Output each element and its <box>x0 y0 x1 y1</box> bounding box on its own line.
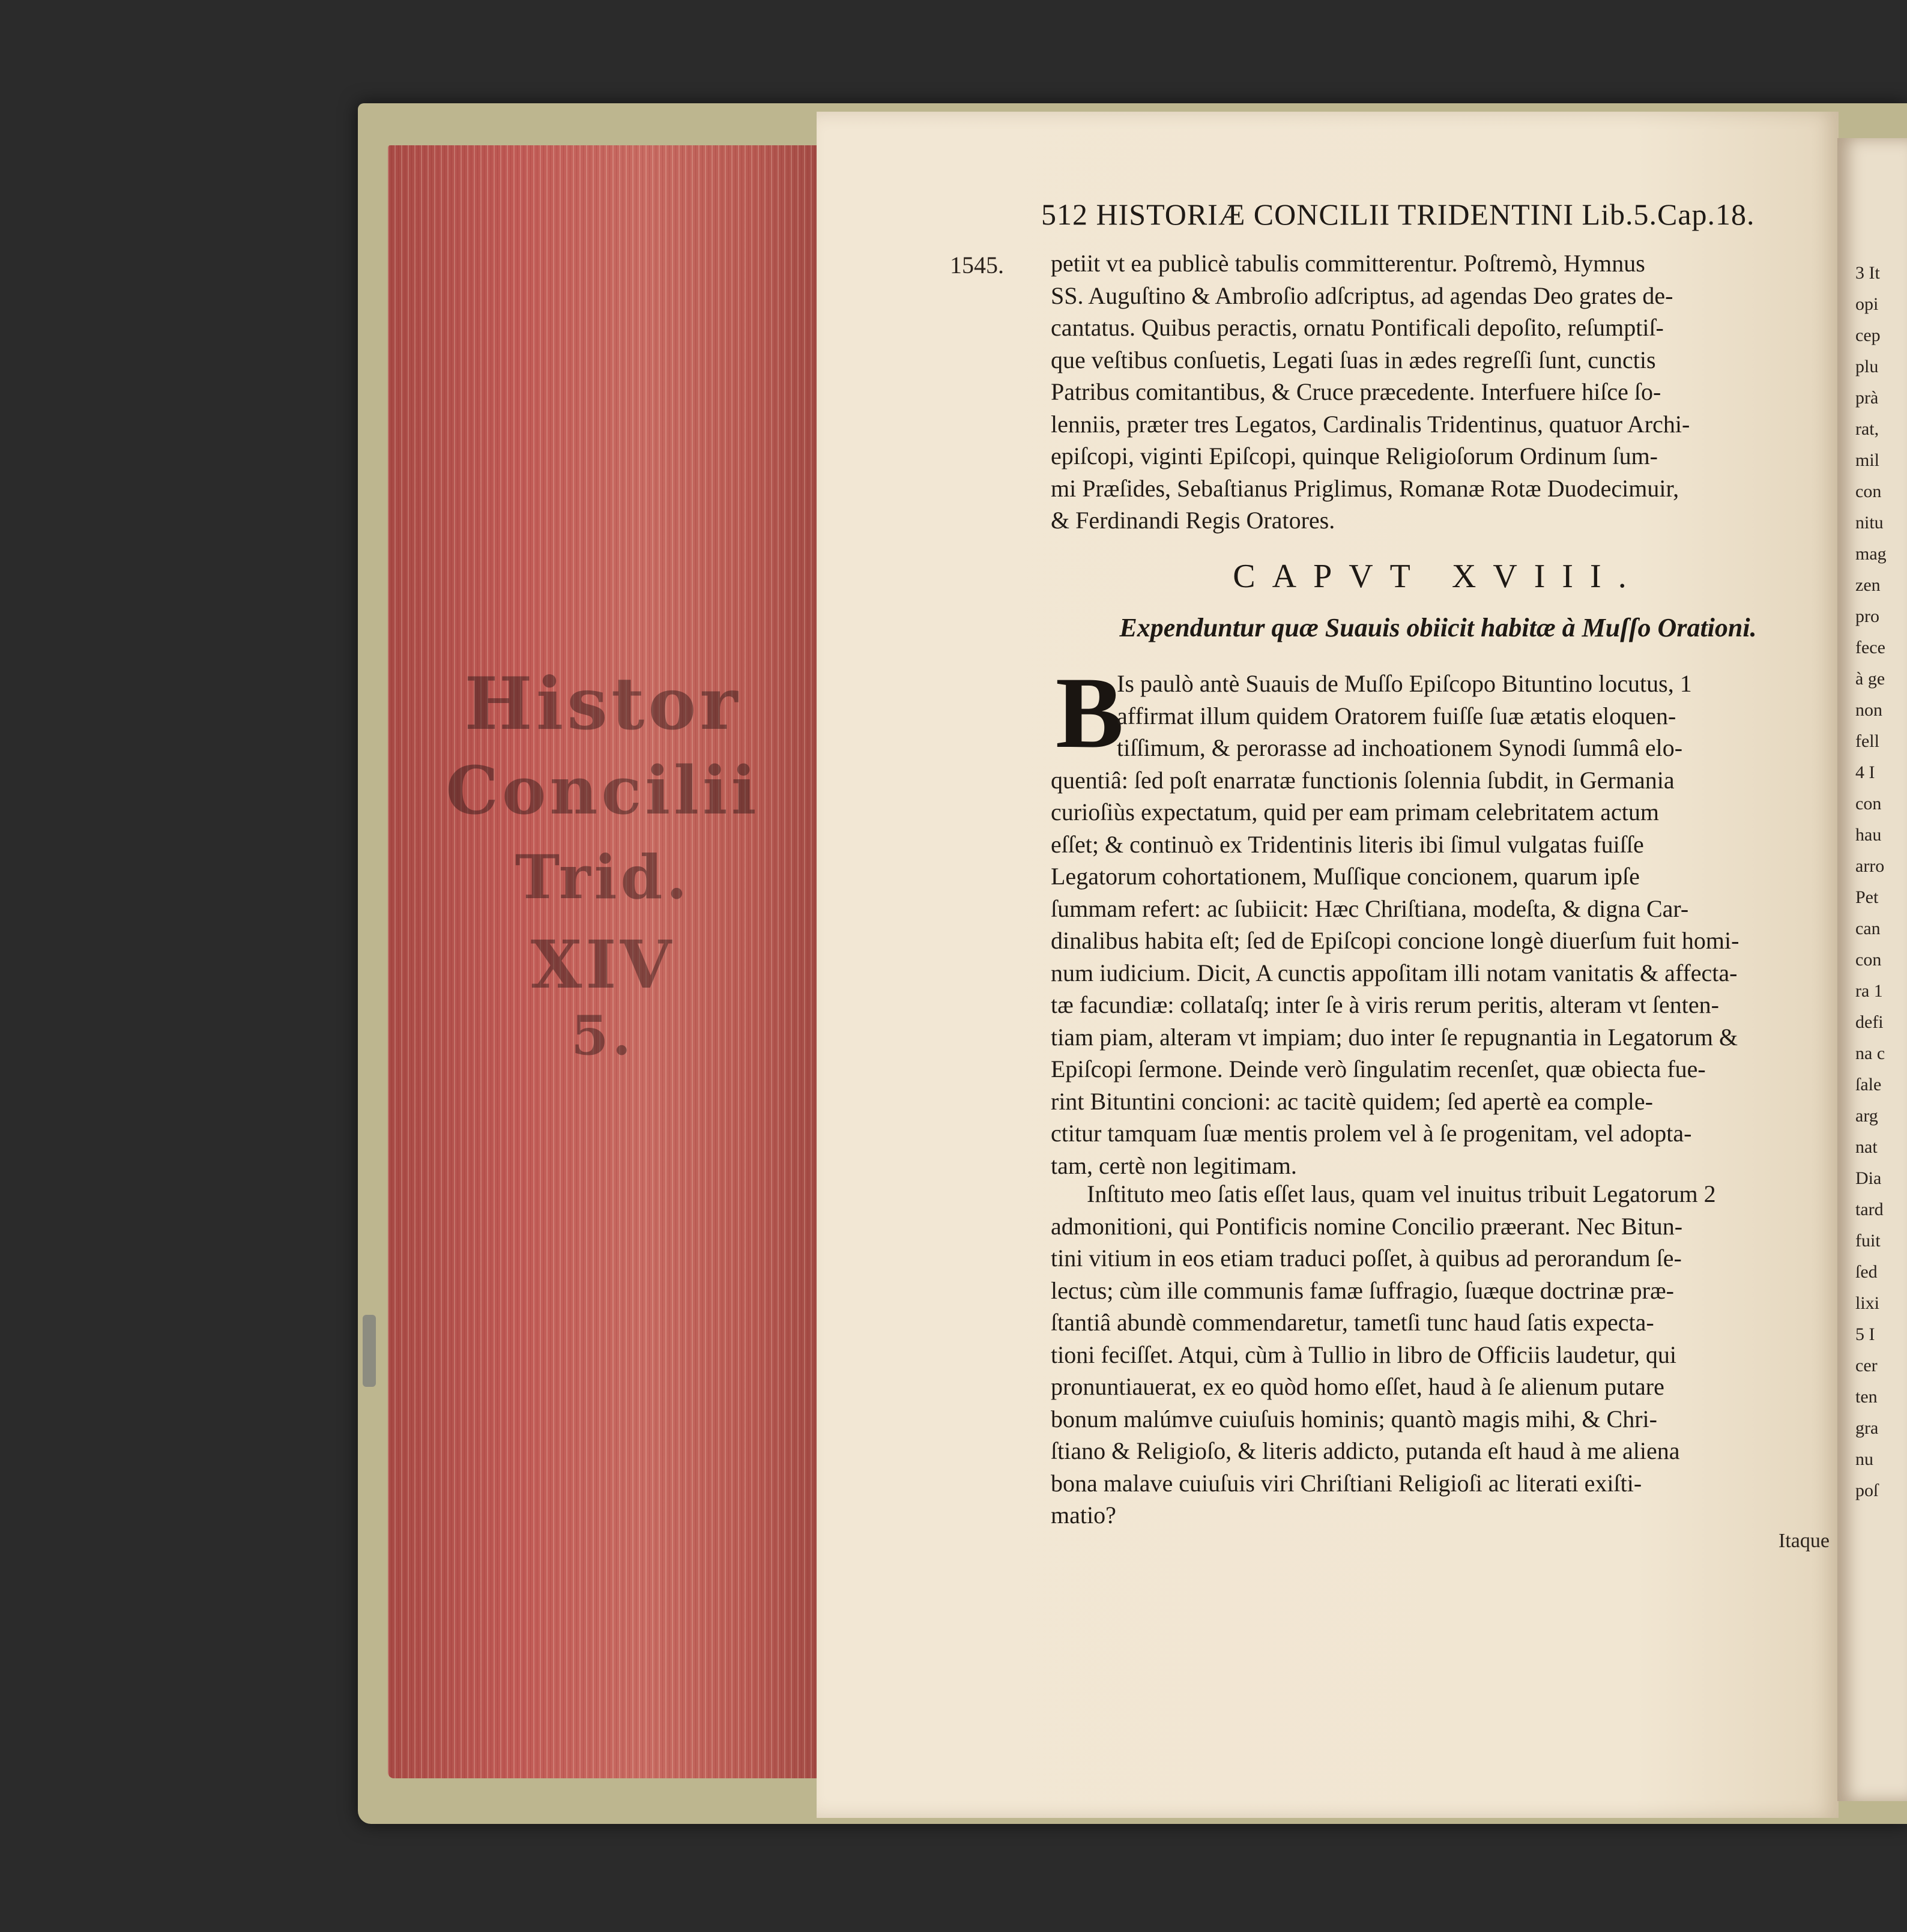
facing-page-fragment: fece <box>1855 638 1885 657</box>
facing-page-fragment: Dia <box>1855 1168 1882 1188</box>
text-line: num iudicium. Dicit, A cunctis appoſitam illi notam vanitatis & affecta- <box>1051 959 1738 986</box>
text-line: & Ferdinandi Regis Oratores. <box>1051 507 1335 534</box>
facing-page-fragment: pro <box>1855 606 1879 626</box>
text-line: tiam piam, alteram vt impiam; duo inter ſe repugnantia in Legatorum & <box>1051 1023 1738 1051</box>
facing-page-fragment: nu <box>1855 1449 1873 1469</box>
facing-page-fragment: à ge <box>1855 669 1885 689</box>
text-line: ſummam refert: ac ſubiicit: Hæc Chriſtiana, modeſta, & digna Car- <box>1051 895 1689 922</box>
text-line: admonitioni, qui Pontificis nomine Concilio præerant. Nec Bitun- <box>1051 1212 1683 1240</box>
facing-page-fragment: 5 I <box>1855 1324 1875 1344</box>
text-line: Legatorum cohortationem, Muſſique concionem, quarum ipſe <box>1051 863 1640 890</box>
catchword: Itaque <box>1779 1530 1830 1552</box>
text-line: Patribus comitantibus, & Cruce præcedente. Interfuere hiſce ſo- <box>1051 378 1661 405</box>
facing-page-fragment: nat <box>1855 1137 1878 1157</box>
text-line: epiſcopi, viginti Epiſcopi, quinque Religioſorum Ordinum ſum- <box>1051 442 1658 469</box>
drop-cap: B <box>1056 656 1124 769</box>
text-line: lenniis, præter tres Legatos, Cardinalis Tridentinus, quatuor Archi- <box>1051 410 1690 438</box>
facing-page-fragment: zen <box>1855 575 1881 595</box>
facing-page-fragment: cer <box>1855 1356 1878 1375</box>
facing-page-fragment: fuit <box>1855 1231 1881 1251</box>
facing-page-fragment: na c <box>1855 1043 1885 1063</box>
text-line: curioſiùs expectatum, quid per eam primam celebritatem actum <box>1051 798 1659 826</box>
text-line: matio? <box>1051 1502 1116 1529</box>
facing-page-fragment: lixi <box>1855 1293 1880 1313</box>
text-line: ſtiano & Religioſo, & literis addicto, putanda eſt haud à me aliena <box>1051 1437 1680 1464</box>
text-line: ſtantiâ abundè commendaretur, tametſi tunc haud ſatis expecta- <box>1051 1309 1654 1336</box>
text-line: cantatus. Quibus peractis, ornatu Pontificali depoſito, reſumptiſ- <box>1051 314 1664 341</box>
facing-page-fragment: mil <box>1855 450 1880 470</box>
facing-page-edge <box>1837 138 1907 1801</box>
text-line: ctitur tamquam ſuæ mentis prolem vel à ſe progenitam, vel adopta- <box>1051 1120 1692 1147</box>
facing-page-fragment: poſ <box>1855 1481 1879 1500</box>
facing-page-fragment: Pet <box>1855 887 1879 907</box>
text-line: bona malave cuiuſuis viri Chriſtiani Religioſi ac literati exiſti- <box>1051 1469 1642 1497</box>
text-line: tæ facundiæ: collataſq; inter ſe à viris rerum peritis, alteram vt ſenten- <box>1051 991 1719 1018</box>
text-line: petiit vt ea publicè tabulis committerentur. Poſtremò, Hymnus <box>1051 250 1645 277</box>
fore-edge <box>388 145 818 1778</box>
facing-page-fragment: gra <box>1855 1418 1879 1438</box>
facing-page-fragment: non <box>1855 700 1882 720</box>
edge-label-line: 5. <box>571 1004 635 1067</box>
facing-page-fragment: hau <box>1855 825 1882 845</box>
text-line: tioni feciſſet. Atqui, cùm à Tullio in libro de Officiis laudetur, qui <box>1051 1341 1676 1368</box>
edge-label-line: Histor <box>464 662 742 746</box>
text-line: tini vitium in eos etiam traduci poſſet, à quibus ad perorandum ſe- <box>1051 1245 1682 1272</box>
text-line: eſſet; & continuò ex Tridentinis literis ibi ſimul vulgatas fuiſſe <box>1051 830 1644 858</box>
text-line: rint Bituntini concioni: ac tacitè quidem; ſed apertè ea comple- <box>1051 1087 1653 1115</box>
paragraph-2 <box>1051 1178 1825 1532</box>
facing-page-fragment: ſale <box>1855 1075 1882 1094</box>
text-line: Is paulò antè Suauis de Muſſo Epiſcopo Bituntino locutus, 1 <box>1117 670 1692 697</box>
facing-page-fragment: con <box>1855 794 1882 814</box>
text-line: dinalibus habita eſt; ſed de Epiſcopi concione longè diuerſum fuit homi- <box>1051 927 1739 954</box>
facing-page-fragment: nitu <box>1855 513 1884 533</box>
text-line: affirmat illum quidem Oratorem fuiſſe ſuæ ætatis eloquen- <box>1117 702 1676 729</box>
chapter-title: CAPVT XVIII. <box>1233 558 1643 595</box>
text-line: mi Præſides, Sebaſtianus Priglimus, Romanæ Rotæ Duodecimuir, <box>1051 474 1679 502</box>
chapter-subtitle: Expenduntur quæ Suauis obiicit habitæ à Muſſo Orationi. <box>1119 613 1757 642</box>
text-line: quentiâ: ſed poſt enarratæ functionis ſolennia ſubdit, in Germania <box>1051 766 1675 794</box>
facing-page-fragment: cep <box>1855 325 1881 345</box>
text-line: tam, certè non legitimam. <box>1051 1152 1297 1179</box>
marginal-year: 1545. <box>950 252 1004 279</box>
text-line: pronuntiauerat, ex eo quòd homo eſſet, haud à ſe alienum putare <box>1051 1373 1664 1400</box>
facing-page-fragment: 4 I <box>1855 762 1875 782</box>
facing-page-fragment: arg <box>1855 1106 1878 1126</box>
text-line: Inſtituto meo ſatis eſſet laus, quam vel inuitus tribuit Legatorum 2 <box>1087 1180 1716 1207</box>
clasp <box>363 1315 376 1387</box>
facing-page-fragment: ſed <box>1855 1262 1878 1282</box>
facing-page-fragment: fell <box>1855 731 1879 751</box>
facing-page-fragment: ra 1 <box>1855 981 1883 1001</box>
facing-page-fragment: opi <box>1855 294 1879 314</box>
edge-label-line: Concilii <box>446 752 760 829</box>
facing-page-fragment: can <box>1855 919 1881 938</box>
facing-page-fragment: mag <box>1855 544 1887 564</box>
facing-page-fragment: 3 It <box>1855 263 1880 283</box>
facing-page-fragment: defi <box>1855 1012 1884 1032</box>
facing-page-fragment: prà <box>1855 388 1879 408</box>
text-line: lectus; cùm ille communis famæ ſuffragio, ſuæque doctrinæ præ- <box>1051 1276 1674 1304</box>
facing-page-fragment: ten <box>1855 1387 1878 1407</box>
facing-page-fragment: tard <box>1855 1200 1884 1219</box>
facing-page-fragment: con <box>1855 950 1882 970</box>
running-head: 512 HISTORIÆ CONCILII TRIDENTINI Lib.5.Cap.18. <box>1041 198 1755 231</box>
edge-label-line: Trid. <box>515 842 691 913</box>
paragraph-1 <box>1051 668 1825 1182</box>
facing-page-fragment: rat, <box>1855 419 1879 439</box>
facing-page-fragment: plu <box>1855 357 1879 376</box>
text-line: SS. Auguſtino & Ambroſio adſcriptus, ad agendas Deo grates de- <box>1051 282 1673 309</box>
facing-page-fragment: con <box>1855 481 1882 501</box>
text-line: que veſtibus conſuetis, Legati ſuas in ædes regreſſi ſunt, cunctis <box>1051 346 1656 373</box>
text-line: tiſſimum, & perorasse ad inchoationem Synodi ſummâ elo- <box>1117 734 1683 761</box>
top-text-block <box>1051 247 1825 537</box>
facing-page-fragment: arro <box>1855 856 1885 876</box>
text-line: Epiſcopi ſermone. Deinde verò ſingulatim recenſet, quæ obiecta fue- <box>1051 1055 1706 1082</box>
edge-label-line: XIV <box>530 926 675 1003</box>
text-line: bonum malúmve cuiuſuis hominis; quantò magis mihi, & Chri- <box>1051 1405 1657 1432</box>
